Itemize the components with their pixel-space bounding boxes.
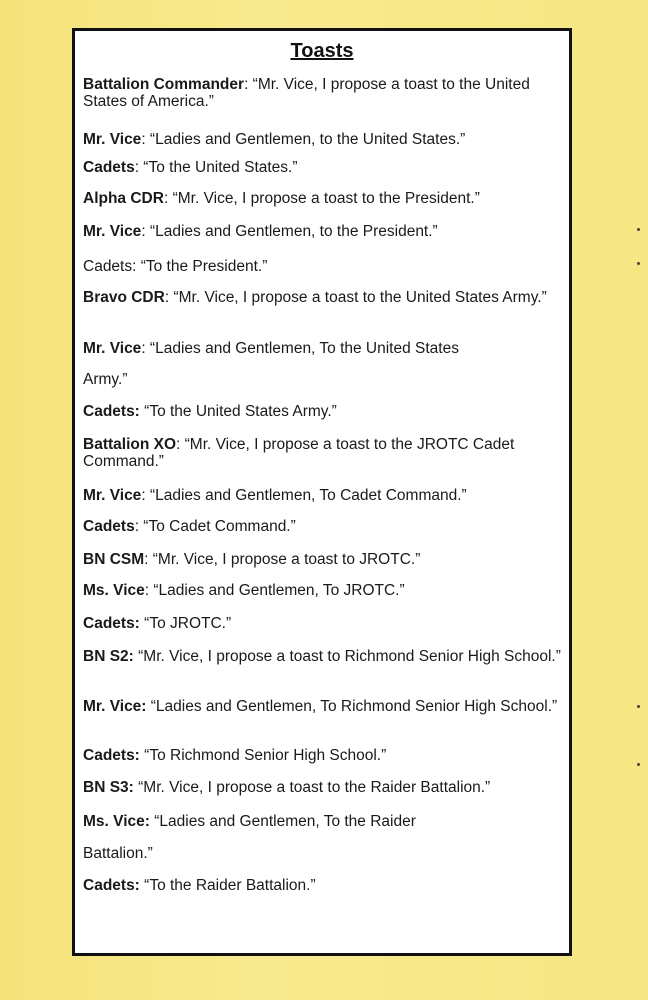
speaker-separator: :	[163, 190, 169, 207]
toast-line	[83, 289, 567, 306]
speaker-separator: :	[144, 551, 149, 568]
page-title: Toasts	[290, 40, 354, 62]
speaker-separator: :	[134, 159, 139, 176]
speaker-label: Battalion Commander	[83, 76, 245, 93]
toast-line	[83, 877, 567, 894]
toast-text: “Mr. Vice, I propose a toast to JROTC.”	[148, 551, 421, 568]
toast-text: “Ladies and Gentlemen, To Richmond Senior High School.”	[146, 698, 558, 715]
edge-speck	[637, 262, 640, 265]
speaker-label: Mr. Vice	[83, 223, 142, 240]
speaker-label: Cadets	[83, 159, 135, 176]
toast-line	[83, 487, 567, 504]
speaker-separator: :	[164, 289, 170, 306]
toast-text: “Ladies and Gentlemen, To the Raider	[149, 813, 416, 830]
speaker-separator: :	[141, 340, 146, 357]
toast-line	[83, 131, 567, 148]
edge-speck	[637, 705, 640, 708]
toast-line	[83, 582, 567, 599]
speaker-separator: :	[144, 582, 150, 599]
speaker-label: Cadets	[83, 518, 135, 535]
toast-line	[83, 436, 567, 470]
toasts-card	[72, 28, 572, 956]
speaker-label: Cadets:	[83, 747, 140, 764]
toast-text: “Ladies and Gentlemen, To JROTC.”	[149, 582, 405, 599]
toast-line	[83, 159, 567, 176]
speaker-label: Mr. Vice	[83, 487, 142, 504]
speaker-label: BN S3:	[83, 779, 134, 796]
toast-line	[83, 779, 567, 796]
toast-text: “Mr. Vice, I propose a toast to the United States Army.”	[169, 289, 547, 306]
toast-line	[83, 76, 567, 110]
edge-speck	[637, 763, 640, 766]
toast-text: “Mr. Vice, I propose a toast to the United States of America.”	[83, 76, 530, 110]
toast-text: Army.”	[83, 371, 128, 388]
toast-text: “Ladies and Gentlemen, to the United States.”	[145, 131, 466, 148]
speaker-label: Ms. Vice	[83, 582, 145, 599]
toast-text: “To the United States.”	[139, 159, 298, 176]
speaker-label: Bravo CDR	[83, 289, 165, 306]
toast-line	[83, 223, 567, 240]
speaker-separator: :	[141, 131, 146, 148]
speaker-label: Alpha CDR	[83, 190, 164, 207]
toast-line	[83, 190, 567, 207]
toast-line	[83, 845, 567, 862]
speaker-separator: :	[134, 518, 139, 535]
speaker-label: Ms. Vice:	[83, 813, 150, 830]
toast-text: “To the United States Army.”	[139, 403, 337, 420]
toast-line	[83, 518, 567, 535]
speaker-separator: :	[141, 487, 146, 504]
toast-text: “Ladies and Gentlemen, To the United States	[145, 340, 459, 357]
toast-text: Battalion.”	[83, 845, 153, 862]
toast-text: “Mr. Vice, I propose a toast to Richmond Senior High School.”	[133, 648, 561, 665]
toast-line	[83, 403, 567, 420]
speaker-label: Cadets:	[83, 877, 140, 894]
speaker-label: Mr. Vice	[83, 131, 142, 148]
toast-line	[83, 648, 567, 665]
edge-speck	[637, 228, 640, 231]
toast-text: “Ladies and Gentlemen, to the President.”	[145, 223, 438, 240]
speaker-label: Cadets:	[83, 615, 140, 632]
speaker-label: BN CSM	[83, 551, 145, 568]
toast-text: “Mr. Vice, I propose a toast to the President.”	[168, 190, 480, 207]
speaker-label: Battalion XO	[83, 436, 177, 453]
toast-line	[83, 340, 567, 357]
toast-line	[83, 551, 567, 568]
toast-text: “To Cadet Command.”	[139, 518, 296, 535]
toast-text: “Mr. Vice, I propose a toast to the Raider Battalion.”	[133, 779, 491, 796]
toast-text: “Ladies and Gentlemen, To Cadet Command.”	[145, 487, 467, 504]
toast-text: “Mr. Vice, I propose a toast to the JROTC Cadet Command.”	[83, 436, 515, 470]
speaker-separator: :	[141, 223, 146, 240]
toast-line	[83, 371, 567, 388]
toast-line	[83, 698, 567, 715]
toast-line	[83, 747, 567, 764]
toast-text: “To JROTC.”	[139, 615, 232, 632]
speaker-separator: :	[176, 436, 181, 453]
speaker-label: BN S2:	[83, 648, 134, 665]
toast-line	[83, 813, 567, 830]
speaker-separator: :	[244, 76, 249, 93]
toast-text: “To the Raider Battalion.”	[139, 877, 316, 894]
toast-text: Cadets: “To the President.”	[83, 258, 268, 275]
toast-text: “To Richmond Senior High School.”	[139, 747, 387, 764]
speaker-label: Cadets:	[83, 403, 140, 420]
speaker-label: Mr. Vice	[83, 340, 142, 357]
speaker-label: Mr. Vice:	[83, 698, 147, 715]
toast-line	[83, 258, 567, 275]
toast-line	[83, 615, 567, 632]
